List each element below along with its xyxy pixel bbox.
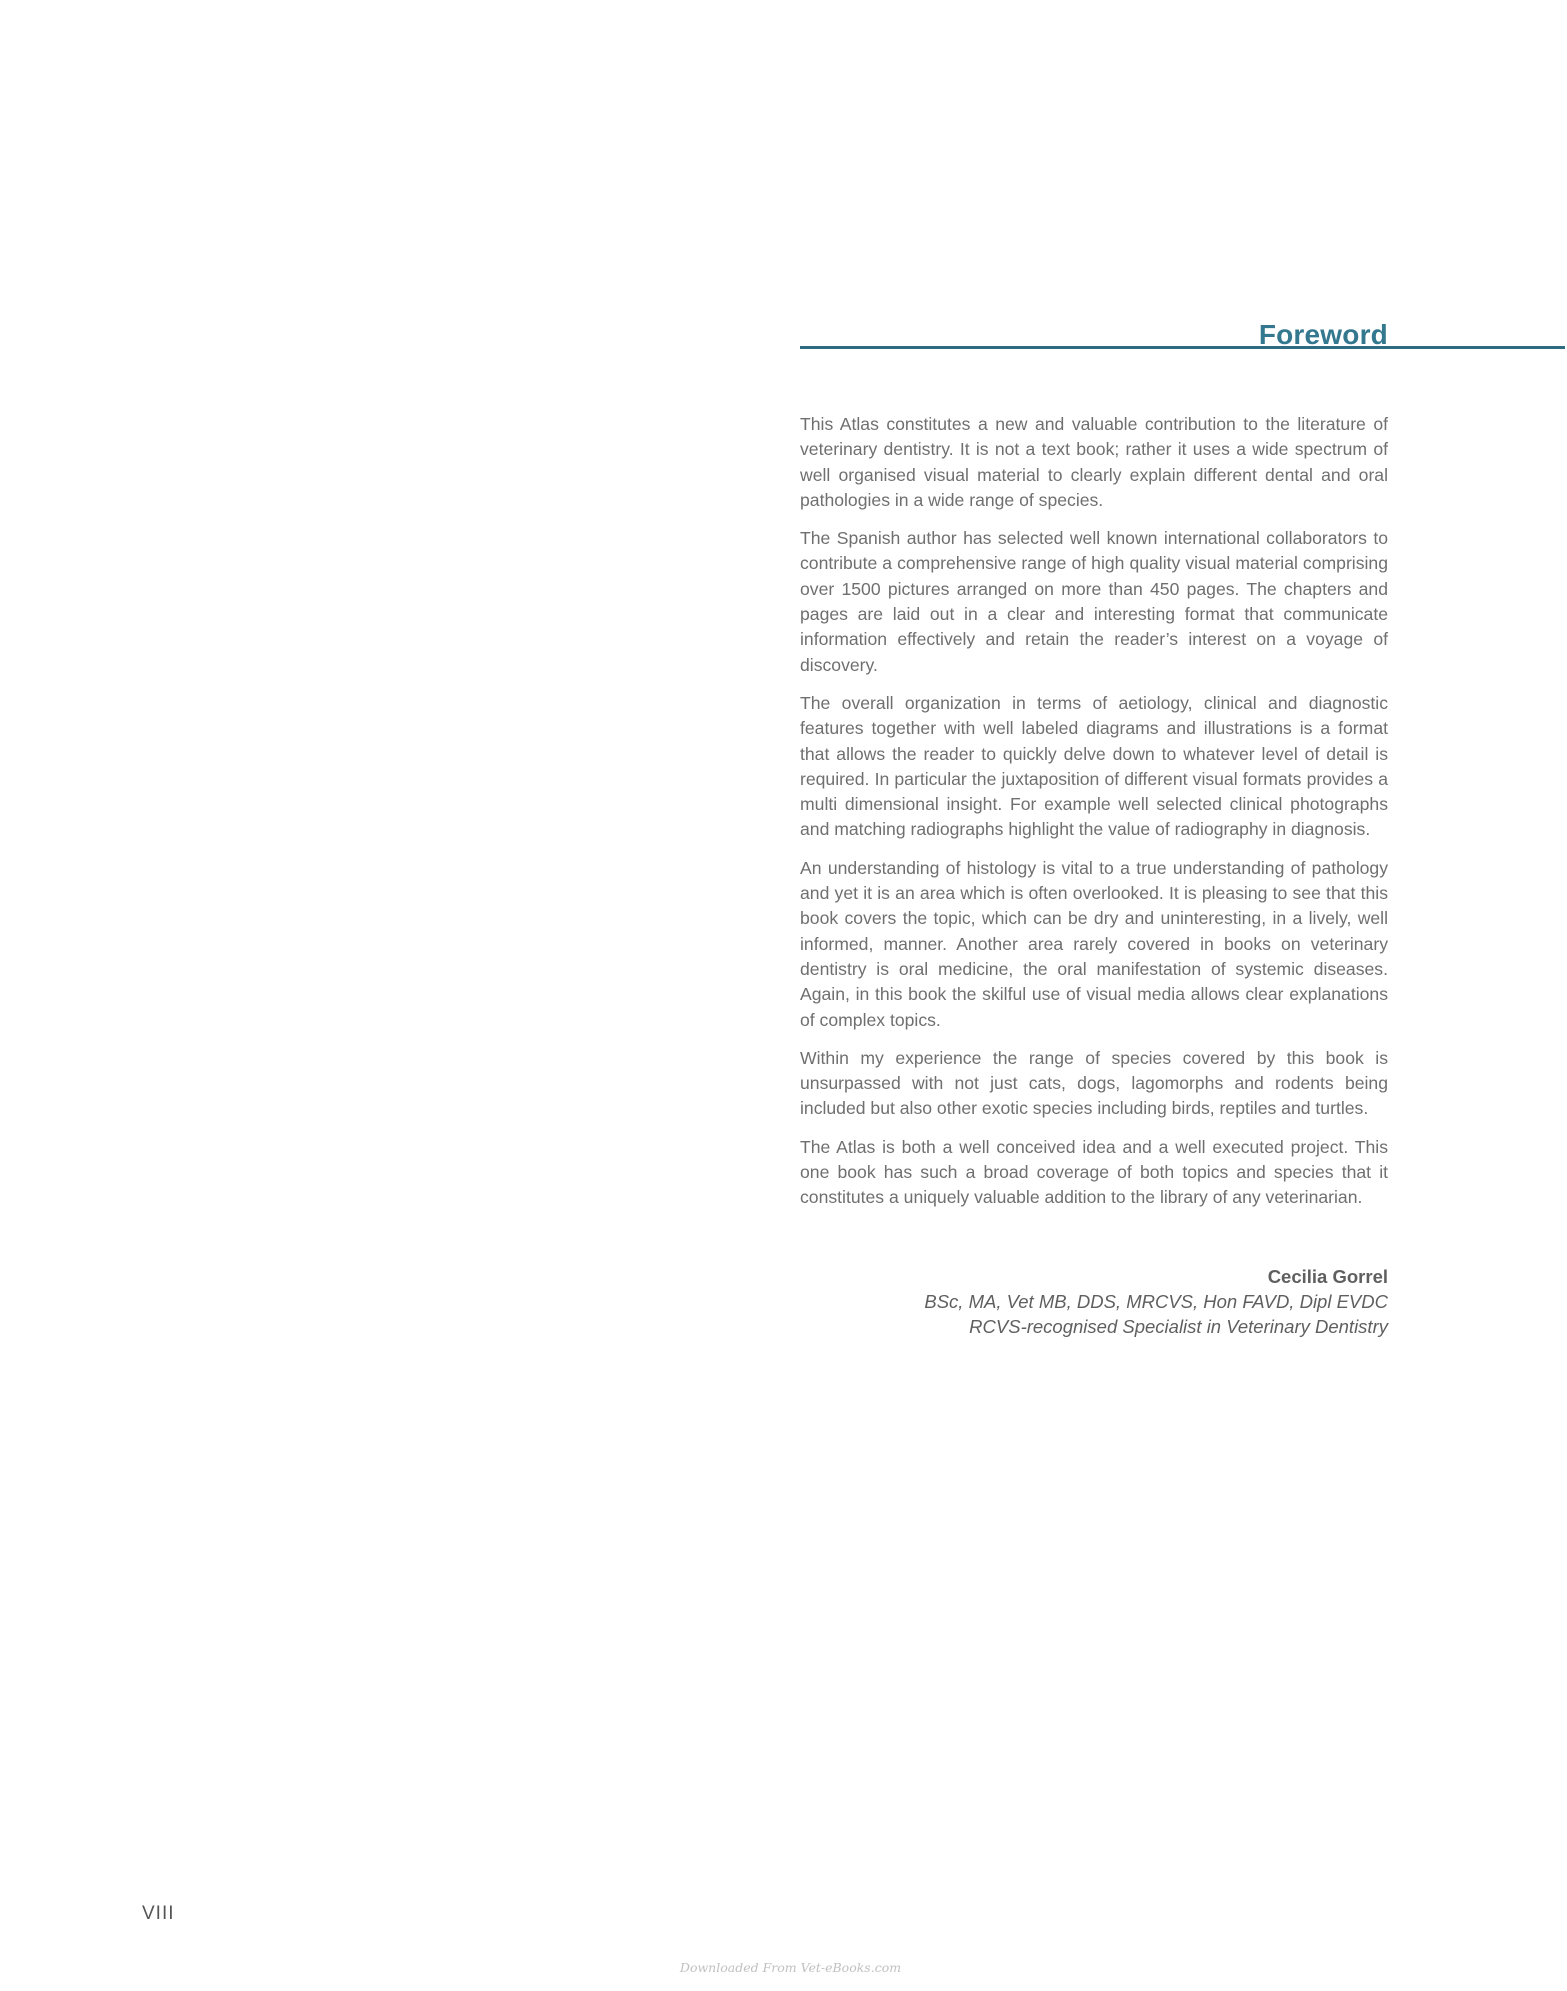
paragraph: An understanding of histology is vital to a true understanding of pathology and yet it is an area which is often overlooked. It is pleasing to see that this book covers the topic, which can be dry and uninteresting, in a lively, well informed, manner. Another area rarely covered in books on veterinary dentistry is oral medicine, the oral manifestation of systemic diseases. Again, in this book the skilful use of visual media allows clear explanations of complex topics.	[800, 857, 1388, 1030]
paragraph: The Spanish author has selected well known international collaborators to contribute a comprehensive range of high quality visual material comprising over 1500 pictures arranged on more than 450 pages. The chapters and pages are laid out in a clear and interesting format that communicate information effectively and retain the reader’s interest on a voyage of discovery.	[800, 528, 1388, 675]
signature-credentials: BSc, MA, Vet MB, DDS, MRCVS, Hon FAVD, Dipl EVDC	[924, 1291, 1388, 1312]
paragraph: The overall organization in terms of aetiology, clinical and diagnostic features together with well labeled diagrams and illustrations is a format that allows the reader to quickly delve down to whatever level of detail is required. In particular the juxtaposition of different visual formats provides a multi dimensional insight. For example well selected clinical photographs and matching radiographs highlight the value of radiography in diagnosis.	[800, 692, 1388, 840]
paragraph: Within my experience the range of species covered by this book is unsurpassed with not just cats, dogs, lagomorphs and rodents being included but also other exotic species including birds, reptiles and turtles.	[800, 1047, 1388, 1119]
download-watermark: Downloaded From Vet-eBooks.com	[679, 1960, 902, 1975]
page-title: Foreword	[1258, 319, 1388, 350]
foreword-body	[800, 412, 1388, 1224]
signature-title: RCVS-recognised Specialist in Veterinary Dentistry	[969, 1316, 1388, 1337]
page-number: VIII	[142, 1903, 175, 1924]
paragraph: This Atlas constitutes a new and valuable contribution to the literature of veterinary dentistry. It is not a text book; rather it uses a wide spectrum of well organised visual material to clearly explain different dental and oral pathologies in a wide range of species.	[800, 414, 1388, 510]
signature-block	[800, 1264, 1388, 1339]
paragraph: The Atlas is both a well conceived idea and a well executed project. This one book has such a broad coverage of both topics and species that it constitutes a uniquely valuable addition to the library of any veterinarian.	[800, 1136, 1388, 1208]
signature-name: Cecilia Gorrel	[1267, 1266, 1388, 1287]
